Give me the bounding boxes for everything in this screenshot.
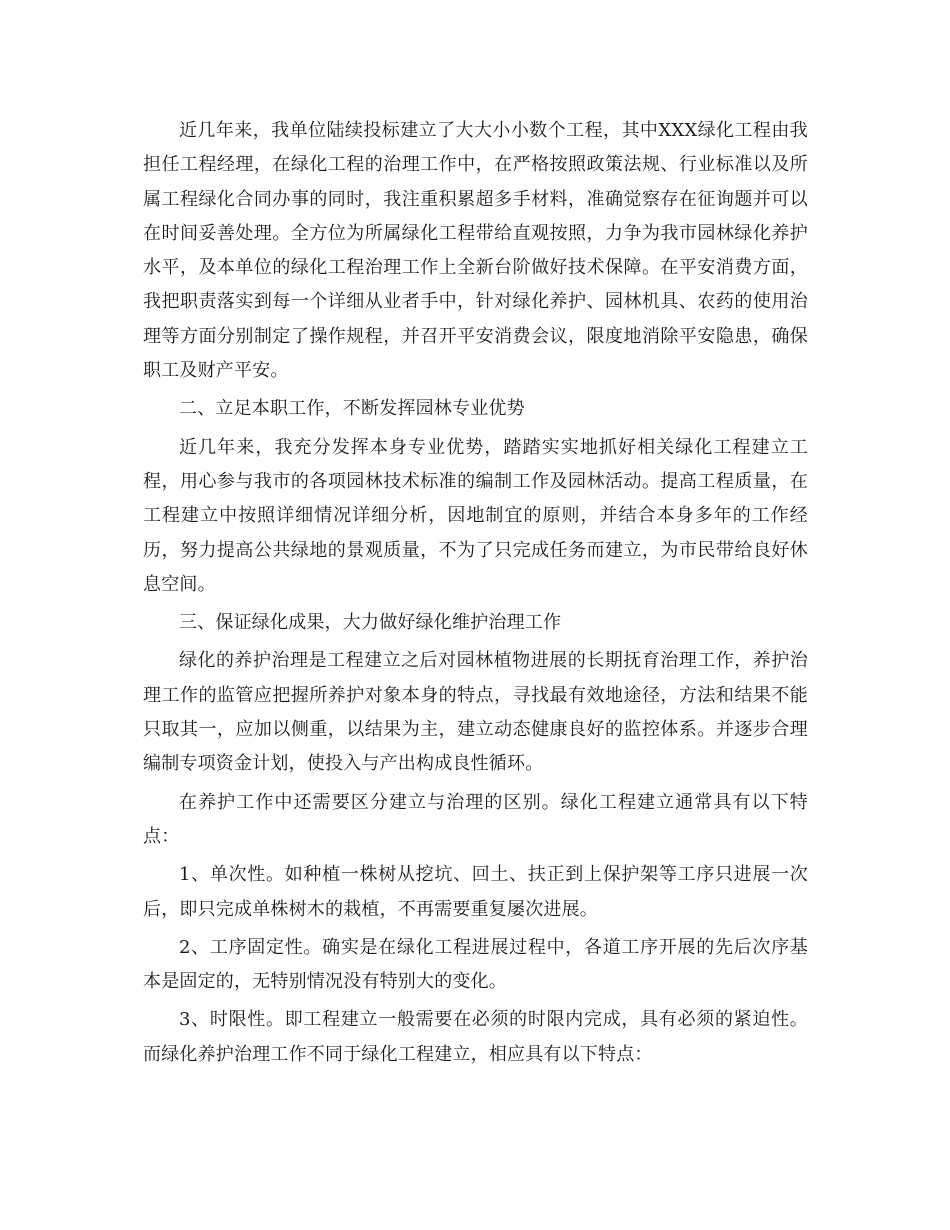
document-body (143, 114, 808, 1072)
section-heading-3: 三、保证绿化成果，大力做好绿化维护治理工作 (179, 612, 562, 634)
list-item-3: 3、时限性。即工程建立一般需要在必须的时限内完成，具有必须的紧迫性。而绿化养护治理工作不同于绿化工程建立，相应具有以下特点： (143, 1009, 808, 1065)
section-heading-2: 二、立足本职工作，不断发挥园林专业优势 (179, 398, 525, 420)
list-item-1: 1、单次性。如种植一株树从挖坑、回土、扶正到上保护架等工序只进展一次后，即只完成单株树木的栽植，不再需要重复屡次进展。 (143, 864, 808, 920)
paragraph-section-3: 绿化的养护治理是工程建立之后对园林植物进展的长期抚育治理工作，养护治理工作的监管应把握所养护对象本身的特点，寻找最有效地途径，方法和结果不能只取其一，应加以侧重，以结果为主，建立动态健康良好的监控体系。并逐步合理编制专项资金计划，使投入与产出构成良性循环。 (143, 650, 808, 775)
list-item-2: 2、工序固定性。确实是在绿化工程进展过程中，各道工序开展的先后次序基本是固定的，无特别情况没有特别大的变化。 (143, 936, 808, 993)
paragraph-distinction: 在养护工作中还需要区分建立与治理的区别。绿化工程建立通常具有以下特点： (143, 791, 808, 847)
paragraph-intro: 近几年来，我单位陆续投标建立了大大小小数个工程，其中XXX绿化工程由我担任工程经理，在绿化工程的治理工作中，在严格按照政策法规、行业标准以及所属工程绿化合同办事的同时，我注重积累超多手材料，准确觉察存在征询题并可以在时间妥善处理。全方位为所属绿化工程带给直观按照，力争为我市园林绿化养护水平，及本单位的绿化工程治理工作上全新台阶做好技术保障。在平安消费方面，我把职责落实到每一个详细从业者手中，针对绿化养护、园林机具、农药的使用治理等方面分别制定了操作规程，并召开平安消费会议，限度地消除平安隐患，确保职工及财产平安。 (143, 120, 808, 382)
paragraph-section-2: 近几年来，我充分发挥本身专业优势，踏踏实实地抓好相关绿化工程建立工程，用心参与我市的各项园林技术标准的编制工作及园林活动。提高工程质量，在工程建立中按照详细情况详细分析，因地制宜的原则，并结合本身多年的工作经历，努力提高公共绿地的景观质量，不为了只完成任务而建立，为市民带给良好休息空间。 (143, 436, 808, 595)
